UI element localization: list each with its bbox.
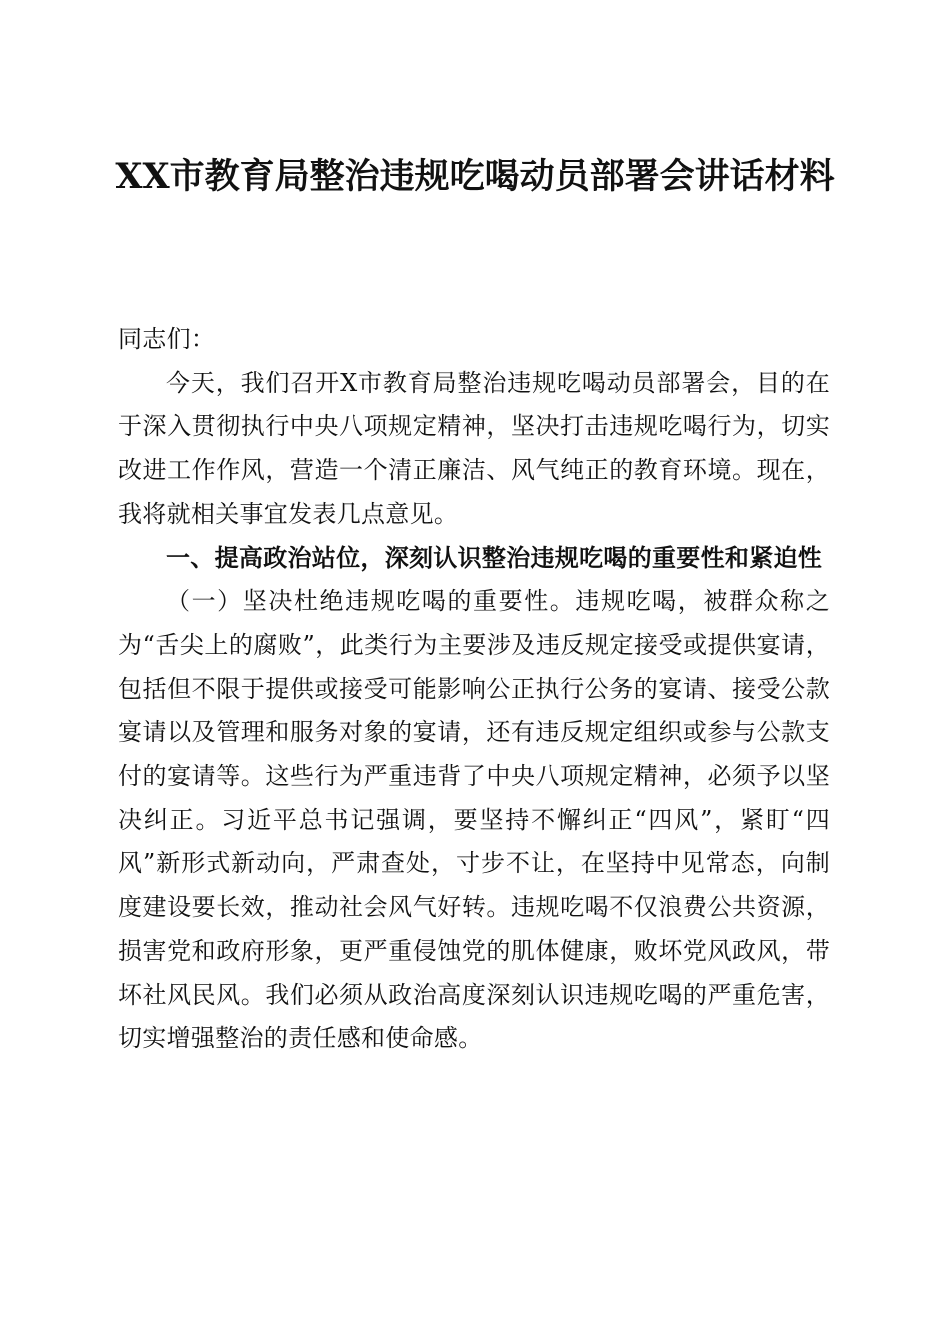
subsection-lead: （一）坚决杜绝违规吃喝的重要性。 (166, 587, 576, 616)
intro-paragraph: 今天，我们召开X市教育局整治违规吃喝动员部署会，目的在于深入贯彻执行中央八项规定精神，坚决打击违规吃喝行为，切实改进工作作风，营造一个清正廉洁、风气纯正的教育环境。现在，我将就相关事宜发表几点意见。 (118, 368, 830, 528)
section-heading: 一、提高政治站位，深刻认识整治违规吃喝的重要性和紧迫性 (166, 543, 823, 572)
document-title: XX市教育局整治违规吃喝动员部署会讲话材料 (115, 156, 835, 197)
document-body (118, 318, 830, 1061)
salutation: 同志们： (118, 325, 216, 353)
subsection-body: 违规吃喝，被群众称之为“舌尖上的腐败”，此类行为主要涉及违反规定接受或提供宴请，包括但不限于提供或接受可能影响公正执行公务的宴请、接受公款宴请以及管理和服务对象的宴请，还有违反规定组织或参与公款支付的宴请等。这些行为严重违背了中央八项规定精神，必须予以坚决纠正。习近平总书记强调，要坚持不懈纠正“四风”，紧盯“四风”新形式新动向，严肃查处，寸步不让，在坚持中见常态，向制度建设要长效，推动社会风气好转。违规吃喝不仅浪费公共资源，损害党和政府形象，更严重侵蚀党的肌体健康，败坏党风政风，带坏社风民风。我们必须从政治高度深刻认识违规吃喝的严重危害，切实增强整治的责任感和使命感。 (118, 587, 830, 1053)
subsection-paragraph (118, 580, 830, 1061)
